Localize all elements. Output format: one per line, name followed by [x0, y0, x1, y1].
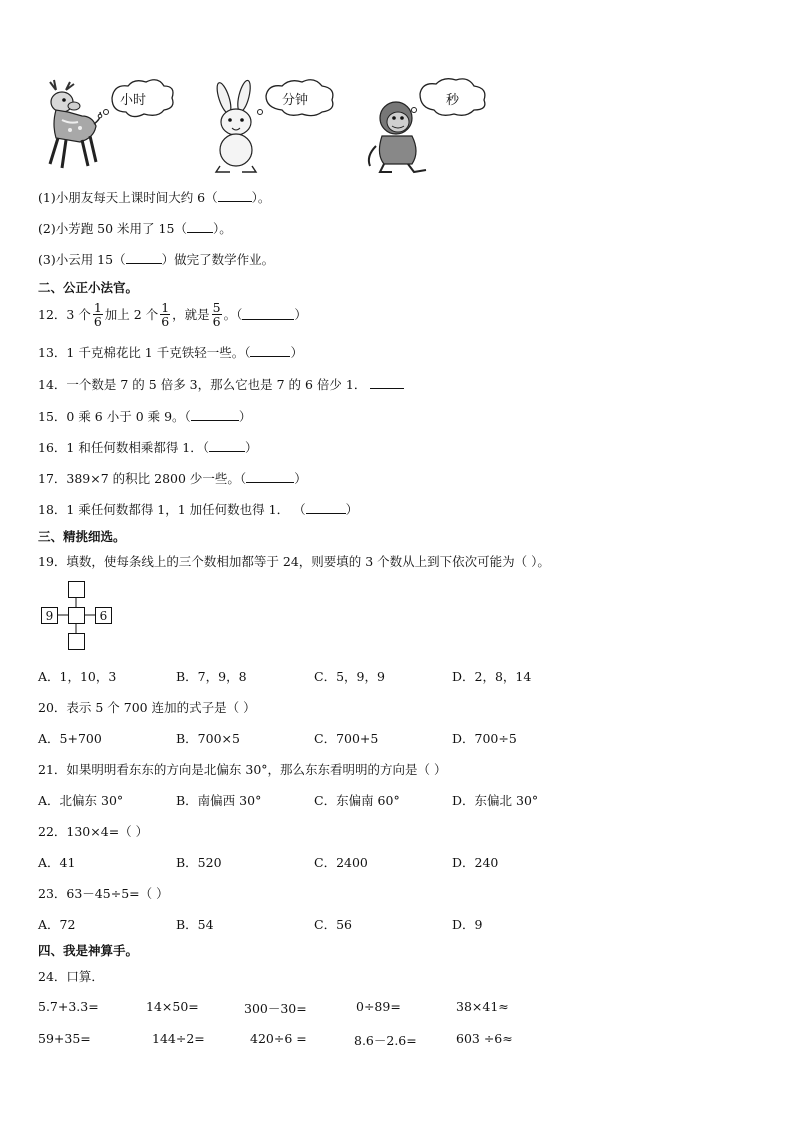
question-22-stem: 22．130×4=（ ）: [38, 824, 149, 839]
option-b[interactable]: B．7，9，8: [176, 669, 247, 684]
deer-illustration: [50, 80, 100, 168]
question-15: 15．0 乘 6 小于 0 乘 9。（ ）: [38, 409, 252, 424]
option-b[interactable]: B．南偏西 30°: [176, 793, 262, 808]
question-19-stem: 19．填数，使每条线上的三个数相加都等于 24，则要填的 3 个数从上到下依次可能为（ ）。: [38, 554, 550, 569]
calc-item[interactable]: 144÷2=: [152, 1031, 205, 1046]
option-a[interactable]: A．北偏东 30°: [38, 793, 124, 808]
option-d[interactable]: D．东偏北 30°: [452, 793, 539, 808]
fraction-one-sixth: $\frac{1}{6}$: [161, 299, 170, 329]
calc-item[interactable]: 300－30=: [244, 1001, 307, 1016]
calc-item[interactable]: 5.7+3.3=: [38, 999, 99, 1014]
answer-blank[interactable]: [187, 221, 213, 233]
answer-blank[interactable]: [250, 345, 290, 357]
fraction-one-sixth: $\frac{1}{6}$: [93, 299, 102, 329]
calc-item[interactable]: 8.6－2.6=: [354, 1033, 417, 1048]
question-21-stem: 21．如果明明看东东的方向是北偏东 30°，那么东东看明明的方向是（ ）: [38, 762, 447, 777]
question-12: 12．3 个 $\frac{1}{6}$ 加上 2 个 $\frac{1}{6}$ ，就是 $\frac{5}{6}$ 。（ ）: [38, 299, 307, 329]
calc-item[interactable]: 0÷89=: [356, 999, 401, 1014]
question-20-stem: 20．表示 5 个 700 连加的式子是（ ）: [38, 700, 256, 715]
option-b[interactable]: B．700×5: [176, 731, 240, 746]
rabbit-illustration: [214, 79, 256, 172]
answer-blank[interactable]: [218, 190, 252, 202]
calc-item[interactable]: 14×50=: [146, 999, 199, 1014]
monkey-label: 秒: [446, 93, 460, 108]
option-d[interactable]: D．240: [452, 855, 499, 870]
bottom-box[interactable]: [68, 633, 85, 650]
answer-blank[interactable]: [126, 252, 162, 264]
illustrations: [40, 76, 500, 174]
question-23-stem: 23．63－45÷5=（ ）: [38, 886, 169, 901]
option-c[interactable]: C．700+5: [314, 731, 379, 746]
option-a[interactable]: A．5+700: [38, 731, 102, 746]
calc-item[interactable]: 38×41≈: [456, 999, 509, 1014]
intro-item-3: (3)小云用 15（ ）做完了数学作业。: [38, 252, 275, 267]
monkey-illustration: [369, 102, 426, 172]
section-title-choice: 三、精挑细选。: [38, 529, 126, 544]
option-d[interactable]: D．700÷5: [452, 731, 517, 746]
calc-item[interactable]: 59+35=: [38, 1031, 91, 1046]
option-c[interactable]: C．东偏南 60°: [314, 793, 400, 808]
question-13: 13．1 千克棉花比 1 千克铁轻一些。（ ）: [38, 345, 303, 360]
question-24-stem: 24．口算．: [38, 969, 104, 984]
option-c[interactable]: C．56: [314, 917, 352, 932]
option-a[interactable]: A．1，10，3: [38, 669, 117, 684]
left-box: 9: [41, 607, 58, 624]
top-box[interactable]: [68, 581, 85, 598]
section-title-calc: 四、我是神算手。: [38, 943, 139, 958]
question-18: 18．1 乘任何数都得 1，1 加任何数也得 1． （ ）: [38, 502, 359, 517]
center-box[interactable]: [68, 607, 85, 624]
section-title-judge: 二、公正小法官。: [38, 280, 139, 295]
intro-item-1: (1)小朋友每天上课时间大约 6（ ）。: [38, 190, 271, 205]
question-14: 14．一个数是 7 的 5 倍多 3，那么它也是 7 的 6 倍少 1．: [38, 375, 404, 393]
option-d[interactable]: D．2，8，14: [452, 669, 532, 684]
calc-item[interactable]: 420÷6 =: [250, 1031, 307, 1046]
calc-item[interactable]: 603 ÷6≈: [456, 1031, 513, 1046]
answer-blank[interactable]: [246, 471, 294, 483]
option-a[interactable]: A．41: [38, 855, 76, 870]
option-d[interactable]: D．9: [452, 917, 483, 932]
answer-blank[interactable]: [209, 440, 245, 452]
rabbit-label: 分钟: [282, 93, 309, 108]
right-box: 6: [95, 607, 112, 624]
fraction-five-sixths: $\frac{5}{6}$: [212, 299, 221, 329]
cross-diagram: [40, 580, 112, 650]
answer-blank[interactable]: [242, 308, 294, 320]
question-17: 17．389×7 的积比 2800 少一些。（ ）: [38, 471, 307, 486]
answer-blank[interactable]: [191, 409, 239, 421]
option-c[interactable]: C．2400: [314, 855, 368, 870]
deer-label: 小时: [120, 93, 147, 108]
option-c[interactable]: C．5，9，9: [314, 669, 385, 684]
answer-blank[interactable]: [306, 502, 346, 514]
option-b[interactable]: B．54: [176, 917, 214, 932]
question-16: 16．1 和任何数相乘都得 1．（ ）: [38, 440, 258, 455]
option-b[interactable]: B．520: [176, 855, 222, 870]
answer-blank[interactable]: [370, 377, 404, 389]
option-a[interactable]: A．72: [38, 917, 76, 932]
intro-item-2: (2)小芳跑 50 米用了 15（ ）。: [38, 221, 232, 236]
